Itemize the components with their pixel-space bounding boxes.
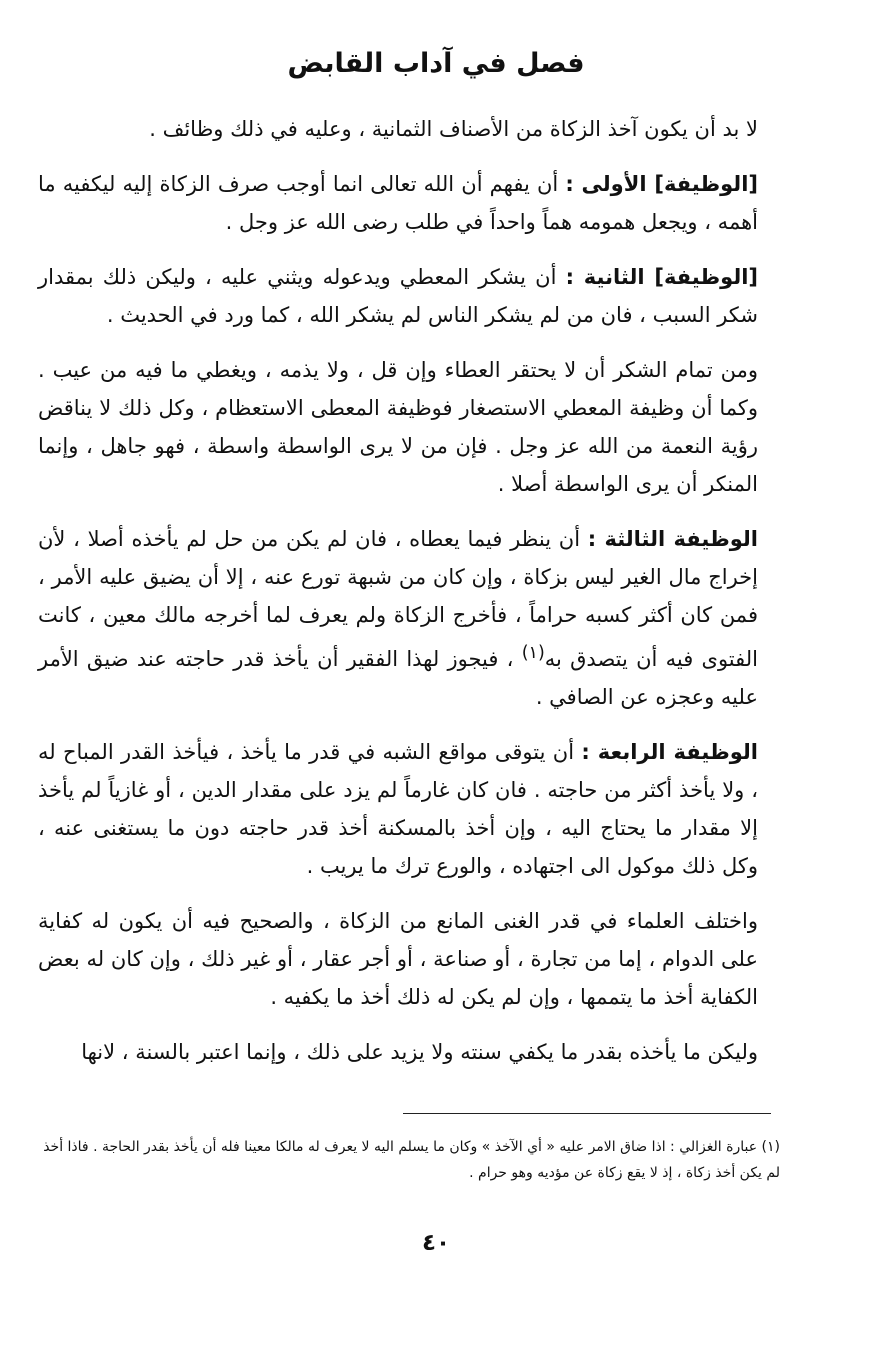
ghina-paragraph <box>38 902 758 1016</box>
main-text <box>38 110 758 1088</box>
duty2-text: أن يشكر المعطي ويدعوله ويثني عليه ، وليكن ذلك بمقدار شكر السبب ، فان من لم يشكر الناس لم يشكر الله ، كما ورد في الحديث . <box>38 265 758 327</box>
duty2-paragraph <box>38 258 758 334</box>
page-title: فصل في آداب القابض <box>287 48 585 79</box>
duty3-heading: الوظيفة الثالثة : <box>587 527 758 551</box>
page-number: ٤٠ <box>421 1230 451 1256</box>
duty3-paragraph <box>38 520 758 716</box>
intro-text: لا بد أن يكون آخذ الزكاة من الأصناف الثمانية ، وعليه في ذلك وظائف . <box>149 117 758 141</box>
duty1-paragraph <box>38 165 758 241</box>
duty3-text-continued: ، فيجوز لهذا الفقير أن يأخذ قدر حاجته عند ضيق الأمر عليه وعجزه عن الصافي . <box>38 647 758 709</box>
duty1-text: أن يفهم أن الله تعالى انما أوجب صرف الزكاة إليه ليكفيه ما أهمه ، ويجعل همومه هماً واحداً في طلب رضى الله عز وجل . <box>38 172 758 234</box>
duty4-heading: الوظيفة الرابعة : <box>581 740 758 764</box>
footnote-reference[interactable]: (١) <box>521 643 545 663</box>
last-paragraph <box>38 1033 758 1071</box>
shukr-text: ومن تمام الشكر أن لا يحتقر العطاء وإن قل ، ولا يذمه ، ويغطي ما فيه من عيب . وكما أن وظيفة المعطي الاستصغار فوظيفة المعطى الاستعظام ، وكل ذلك لا يناقض رؤية النعمة من الله عز وجل . فإن من لا يرى الواسطة واسطة ، فهو جاهل ، وإنما المنكر أن يرى الواسطة أصلا . <box>38 358 758 496</box>
duty3-text: أن ينظر فيما يعطاه ، فان لم يكن من حل لم يأخذه أصلا ، لأن إخراج مال الغير ليس بزكاة ، وإن كان من شبهة تورع عنه ، إلا أن يضيق عليه الأمر ، فمن كان أكثر كسبه حراماً ، فأخرج الزكاة ولم يعرف لما أخرجه مالك معين ، كانت الفتوى فيه أن يتصدق به <box>38 527 758 671</box>
footnote: (١) عبارة الغزالي : اذا ضاق الامر عليه « أي الآخذ » وكان ما يسلم اليه لا يعرف له مالكا معينا فله أن يأخذ بقدر الحاجة . فاذا أخذ لم يكن أخذ زكاة ، إذ لا يقع زكاة عن مؤديه وهو حرام . <box>43 1139 780 1181</box>
footnote-divider <box>403 1113 771 1114</box>
duty1-heading: [الوظيفة] الأولى : <box>565 172 758 196</box>
duty4-text: أن يتوقى مواقع الشبه في قدر ما يأخذ ، فيأخذ القدر المباح له ، ولا يأخذ أكثر من حاجته . فان كان غارماً لم يزد على مقدار الدين ، أو غازياً لم يأخذ إلا مقدار ما يحتاج اليه ، وإن أخذ بالمسكنة أخذ قدر حاجته دون ما يستغنى عنه ، وكل ذلك موكول الى اجتهاده ، والورع ترك ما يريب . <box>38 740 758 878</box>
shukr-paragraph <box>38 351 758 503</box>
intro-paragraph <box>38 110 758 148</box>
ghina-text: واختلف العلماء في قدر الغنى المانع من الزكاة ، والصحيح فيه أن يكون له كفاية على الدوام ، إما من تجارة ، أو صناعة ، أو أجر عقار ، أو غير ذلك ، وإن كان له بعض الكفاية أخذ ما يتممها ، وإن لم يكن له ذلك أخذ ما يكفيه . <box>38 909 758 1009</box>
duty2-heading: [الوظيفة] الثانية : <box>565 265 758 289</box>
last-text: وليكن ما يأخذه بقدر ما يكفي سنته ولا يزيد على ذلك ، وإنما اعتبر بالسنة ، لانها <box>81 1040 758 1064</box>
duty4-paragraph <box>38 733 758 885</box>
